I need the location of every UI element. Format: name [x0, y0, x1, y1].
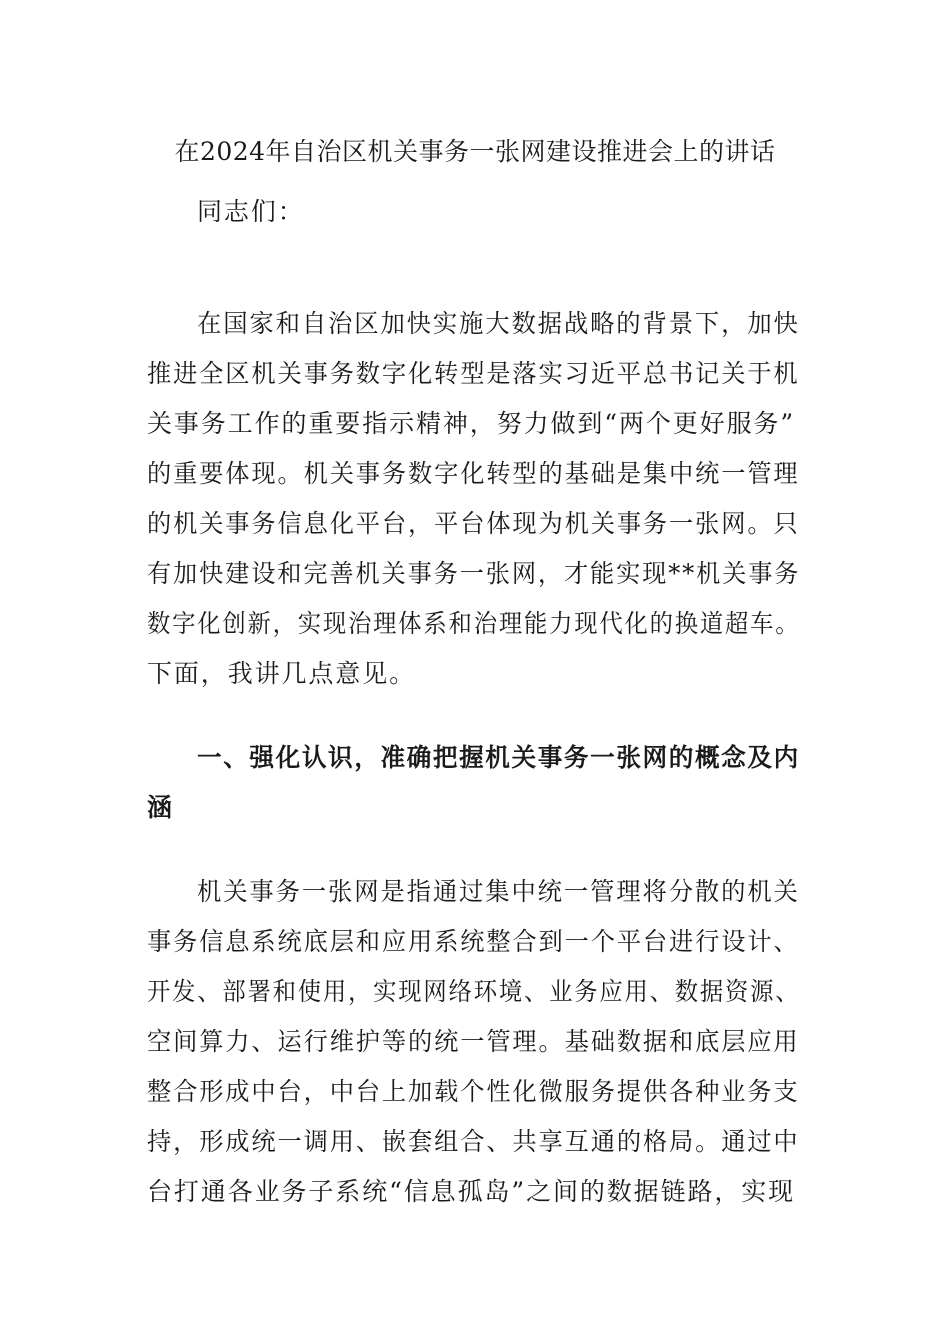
paragraph-line: 数字化创新，实现治理体系和治理能力现代化的换道超车。	[147, 609, 801, 638]
paragraph-line: 的机关事务信息化平台，平台体现为机关事务一张网。只	[147, 509, 800, 538]
document-title: 在2024年自治区机关事务一张网建设推进会上的讲话	[174, 137, 776, 166]
paragraph-line: 整合形成中台，中台上加载个性化微服务提供各种业务支	[147, 1077, 800, 1106]
paragraph-line: 空间算力、运行维护等的统一管理。基础数据和底层应用	[147, 1027, 800, 1056]
heading-line: 涵	[147, 793, 174, 822]
heading-line: 一、强化认识，准确把握机关事务一张网的概念及内	[197, 743, 800, 772]
paragraph-line: 关事务工作的重要指示精神，努力做到“两个更好服务”	[147, 409, 796, 438]
paragraph-line: 事务信息系统底层和应用系统整合到一个平台进行设计、	[147, 927, 800, 956]
paragraph-line: 推进全区机关事务数字化转型是落实习近平总书记关于机	[147, 359, 800, 388]
salutation: 同志们：	[197, 197, 305, 226]
paragraph-line: 台打通各业务子系统“信息孤岛”之间的数据链路，实现	[147, 1177, 796, 1206]
paragraph-line: 的重要体现。机关事务数字化转型的基础是集中统一管理	[147, 459, 800, 488]
paragraph-line: 在国家和自治区加快实施大数据战略的背景下，加快	[197, 309, 800, 338]
paragraph-line: 开发、部署和使用，实现网络环境、业务应用、数据资源、	[147, 977, 801, 1006]
paragraph-line: 持，形成统一调用、嵌套组合、共享互通的格局。通过中	[147, 1127, 800, 1156]
paragraph-line: 机关事务一张网是指通过集中统一管理将分散的机关	[197, 877, 800, 906]
paragraph-line: 下面，我讲几点意见。	[147, 659, 417, 688]
paragraph-line: 有加快建设和完善机关事务一张网，才能实现**机关事务	[147, 559, 801, 588]
